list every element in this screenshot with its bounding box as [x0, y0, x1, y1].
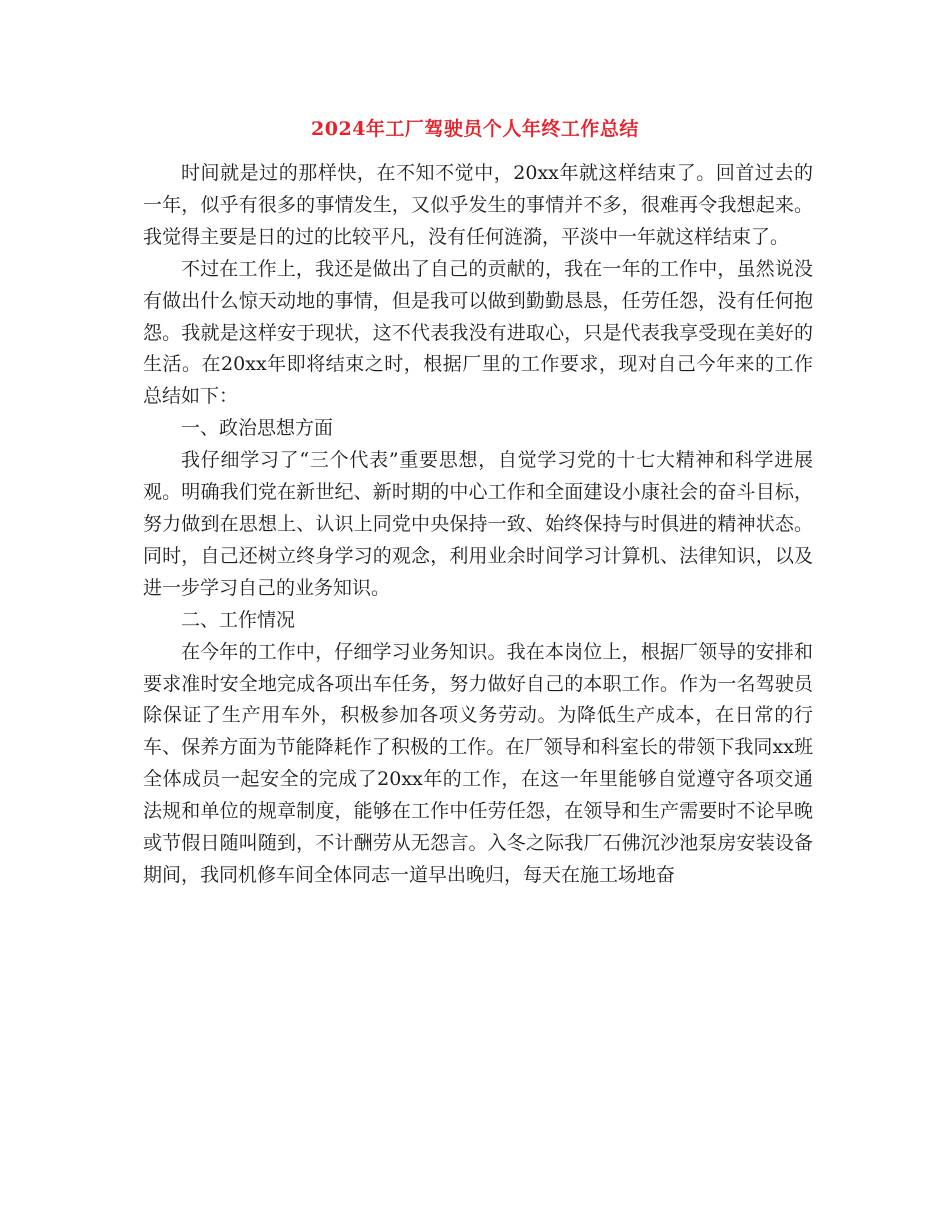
paragraph-intro: 时间就是过的那样快，在不知不觉中，20xx年就这样结束了。回首过去的一年，似乎有很多的事情发生，又似乎发生的事情并不多，很难再令我想起来。我觉得主要是日的过的比较平凡，没有任何涟漪，平淡中一年就这样结束了。	[143, 162, 813, 248]
document-body	[143, 158, 813, 892]
document-title: 2024年工厂驾驶员个人年终工作总结	[311, 118, 639, 140]
section-heading-work: 二、工作情况	[181, 608, 296, 631]
paragraph-work: 在今年的工作中，仔细学习业务知识。我在本岗位上，根据厂领导的安排和要求准时安全地完成各项出车任务，努力做好自己的本职工作。作为一名驾驶员除保证了生产用车外，积极参加各项义务劳动。为降低生产成本，在日常的行车、保养方面为节能降耗作了积极的工作。在厂领导和科室长的带领下我同xx班全体成员一起安全的完成了20xx年的工作，在这一年里能够自觉遵守各项交通法规和单位的规章制度，能够在工作中任劳任怨，在领导和生产需要时不论早晚或节假日随叫随到，不计酬劳从无怨言。入冬之际我厂石佛沉沙池泵房安装设备期间，我同机修车间全体同志一道早出晚归，每天在施工场地奋	[143, 640, 813, 886]
paragraph-political: 我仔细学习了“三个代表”重要思想，自觉学习党的十七大精神和科学进展观。明确我们党在新世纪、新时期的中心工作和全面建设小康社会的奋斗目标，努力做到在思想上、认识上同党中央保持一致、始终保持与时俱进的精神状态。同时，自己还树立终身学习的观念，利用业余时间学习计算机、法律知识，以及进一步学习自己的业务知识。	[143, 449, 813, 599]
section-heading-political: 一、政治思想方面	[181, 417, 334, 440]
paragraph-contribution: 不过在工作上，我还是做出了自己的贡献的，我在一年的工作中，虽然说没有做出什么惊天动地的事情，但是我可以做到勤勤恳恳，任劳任怨，没有任何抱怨。我就是这样安于现状，这不代表我没有进取心，只是代表我享受现在美好的生活。在20xx年即将结束之时，根据厂里的工作要求，现对自己今年来的工作总结如下：	[143, 257, 813, 408]
